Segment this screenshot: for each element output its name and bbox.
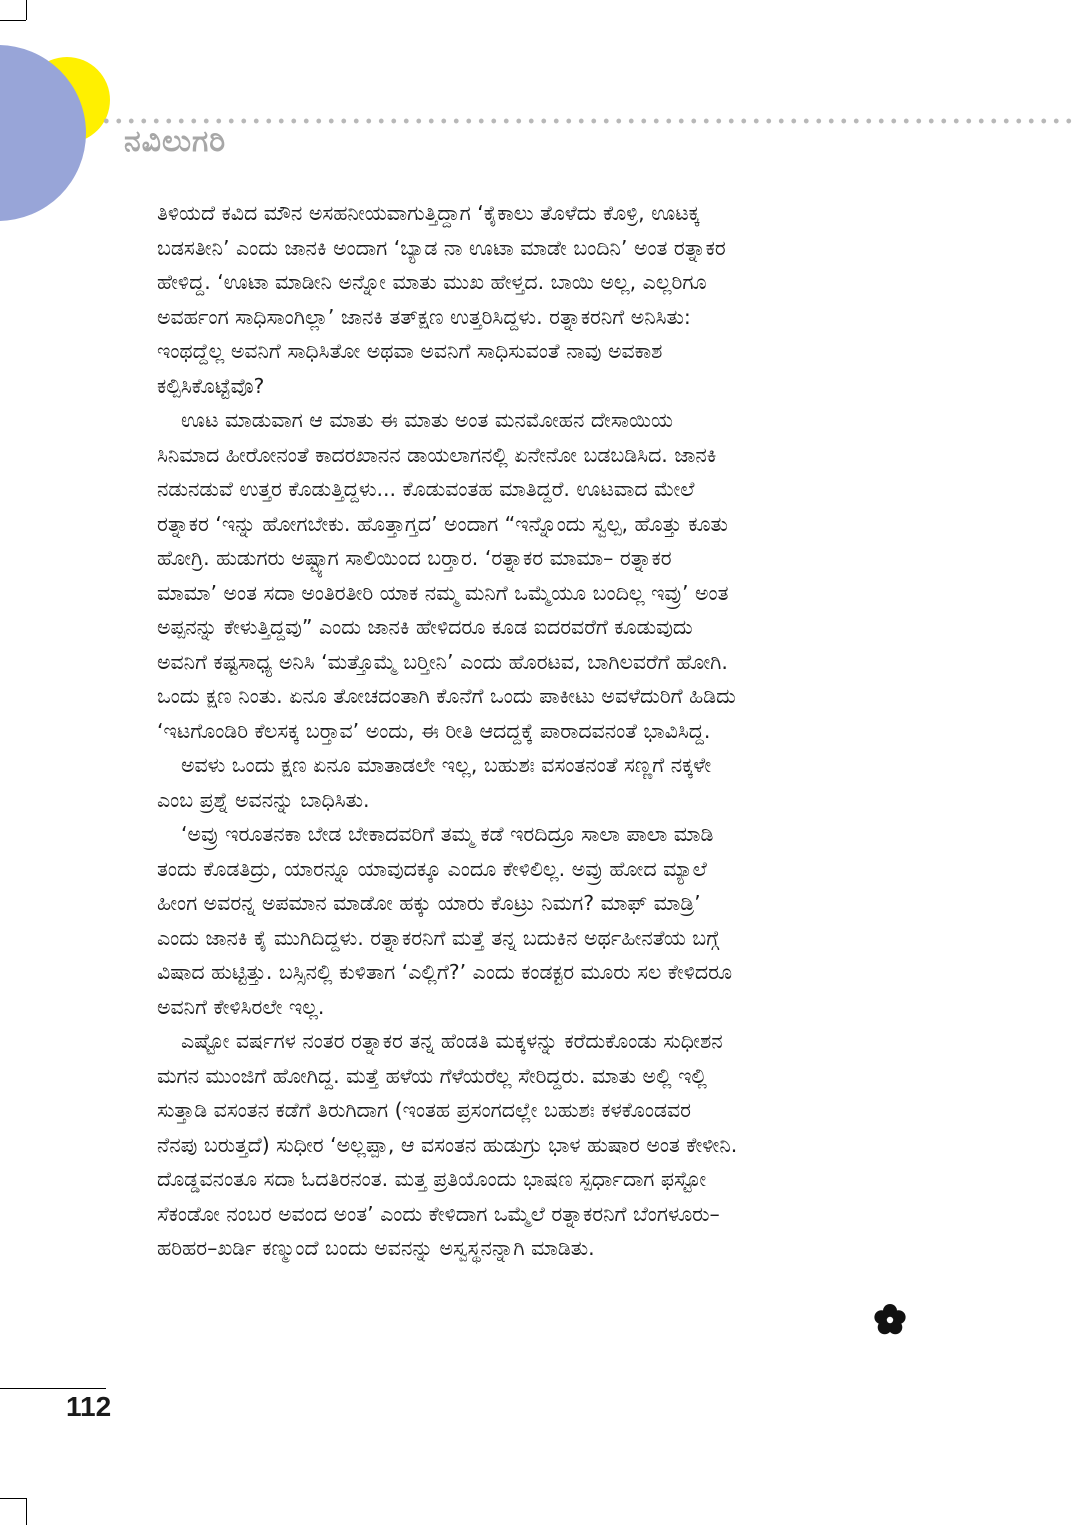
crop-mark-bottom-vertical bbox=[26, 1498, 27, 1525]
text-line: ಅವನಿಗೆ ಕೇಳಿಸಿರಲೇ ಇಲ್ಲ. bbox=[157, 994, 325, 1019]
text-line: ಎಂಬ ಪ್ರಶ್ನೆ ಅವನನ್ನು ಬಾಧಿಸಿತು. bbox=[157, 787, 370, 812]
text-line: ಕಲ್ಪಿಸಿಕೊಟ್ಟೆವೊ? bbox=[157, 373, 265, 398]
text-line: ಎಷ್ಟೋ ವರ್ಷಗಳ ನಂತರ ರತ್ನಾಕರ ತನ್ನ ಹೆಂಡತಿ ಮಕ್ಕಳನ್ನು ಕರೆದುಕೊಂಡು ಸುಧೀಶನ bbox=[181, 1029, 723, 1053]
text-line: ತಂದು ಕೊಡತಿದ್ರು, ಯಾರನ್ನೂ ಯಾವುದಕ್ಕೂ ಎಂದೂ ಕೇಳಿಲಿಲ್ಲ. ಅವ್ರು ಹೋದ ಮ್ಯಾಲೆ bbox=[157, 856, 707, 881]
text-line: ವಿಷಾದ ಹುಟ್ಟಿತ್ತು. ಬಸ್ಸಿನಲ್ಲಿ ಕುಳಿತಾಗ ‘ಎಲ್ಲಿಗೆ?’ ಎಂದು ಕಂಡಕ್ಟರ ಮೂರು ಸಲ ಕೇಳಿದರೂ bbox=[157, 960, 733, 984]
body-text bbox=[157, 196, 909, 1266]
text-line: ಮಗನ ಮುಂಜಿಗೆ ಹೋಗಿದ್ದ. ಮತ್ತೆ ಹಳೆಯ ಗೆಳೆಯರೆಲ್ಲ ಸೇರಿದ್ದರು. ಮಾತು ಅಲ್ಲಿ ಇಲ್ಲಿ bbox=[157, 1063, 707, 1088]
blue-circle bbox=[0, 45, 86, 221]
text-line: ಹೇಳಿದ್ದ. ‘ಊಟಾ ಮಾಡೀನಿ ಅನ್ನೋ ಮಾತು ಮುಖ ಹೇಳ್ತದ. ಬಾಯಿ ಅಲ್ಲ, ಎಲ್ಲರಿಗೂ bbox=[157, 270, 707, 294]
text-line: ತಿಳಿಯದೆ ಕವಿದ ಮೌನ ಅಸಹನೀಯವಾಗುತ್ತಿದ್ದಾಗ ‘ಕೈಕಾಲು ತೊಳೆದು ಕೊಳ್ರಿ, ಊಟಕ್ಕ bbox=[157, 201, 700, 225]
text-line: ನೆನಪು ಬರುತ್ತದೆ) ಸುಧೀರ ‘ಅಲ್ಲಪ್ಪಾ, ಆ ವಸಂತನ ಹುಡುಗ್ರು ಭಾಳ ಹುಷಾರ ಅಂತ ಕೇಳೀನಿ. bbox=[157, 1132, 738, 1157]
crop-mark-top-vertical bbox=[26, 0, 27, 20]
page-number-rule bbox=[0, 1388, 106, 1389]
text-line: ರತ್ನಾಕರ ‘ಇನ್ನು ಹೋಗಬೇಕು. ಹೊತ್ತಾಗ್ತದ’ ಅಂದಾಗ “ಇನ್ನೊಂದು ಸ್ವಲ್ಪ, ಹೊತ್ತು ಕೂತು bbox=[157, 511, 728, 536]
text-line: ಇಂಥದ್ದೆಲ್ಲ ಅವನಿಗೆ ಸಾಧಿಸಿತೋ ಅಥವಾ ಅವನಿಗೆ ಸಾಧಿಸುವಂತೆ ನಾವು ಅವಕಾಶ bbox=[157, 339, 663, 363]
text-line: ಒಂದು ಕ್ಷಣ ನಿಂತು. ಏನೂ ತೋಚದಂತಾಗಿ ಕೊನೆಗೆ ಒಂದು ಪಾಕೀಟು ಅವಳೆದುರಿಗೆ ಹಿಡಿದು bbox=[157, 684, 736, 708]
paragraph bbox=[157, 1024, 909, 1266]
header-dotted-rule bbox=[100, 118, 1072, 124]
text-line: ಸಿನಿಮಾದ ಹೀರೋನಂತೆ ಕಾದರಖಾನನ ಡಾಯಲಾಗನಲ್ಲಿ ಏನೇನೋ ಬಡಬಡಿಸಿದ. ಜಾನಕಿ bbox=[157, 442, 717, 467]
crop-mark-bottom-horizontal bbox=[0, 1498, 26, 1499]
text-line: ಅವರ್ಹಂಗ ಸಾಧಿಸಾಂಗಿಲ್ಲಾ’ ಜಾನಕಿ ತತ್‌ಕ್ಷಣ ಉತ್ತರಿಸಿದ್ದಳು. ರತ್ನಾಕರನಿಗೆ ಅನಿಸಿತು: bbox=[157, 304, 691, 329]
text-line: ಅಪ್ಪನನ್ನು ಕೇಳುತ್ತಿದ್ದವು” ಎಂದು ಜಾನಕಿ ಹೇಳಿದರೂ ಕೂಡ ಐದರವರೆಗೆ ಕೂಡುವುದು bbox=[157, 615, 693, 639]
page-number: 112 bbox=[66, 1391, 112, 1422]
paragraph bbox=[157, 196, 909, 403]
crop-mark-top-horizontal bbox=[0, 20, 26, 21]
text-line: ಮಾಮಾ’ ಅಂತ ಸದಾ ಅಂತಿರತೀರಿ ಯಾಕ ನಮ್ಮ ಮನಿಗೆ ಒಮ್ಮೆಯೂ ಬಂದಿಲ್ಲ ಇವ್ರು’ ಅಂತ bbox=[157, 580, 729, 605]
text-line: ದೊಡ್ಡವನಂತೂ ಸದಾ ಓದತಿರನಂತ. ಮತ್ತ ಪ್ರತಿಯೊಂದು ಭಾಷಣ ಸ್ಪರ್ಧಾದಾಗ ಫಸ್ಟೋ bbox=[157, 1167, 707, 1191]
text-line: ಅವಳು ಒಂದು ಕ್ಷಣ ಏನೂ ಮಾತಾಡಲೇ ಇಲ್ಲ, ಬಹುಶಃ ವಸಂತನಂತೆ ಸಣ್ಣಗೆ ನಕ್ಕಳೇ bbox=[181, 753, 712, 777]
text-line: ‘ಇಟಗೊಂಡಿರಿ ಕೆಲಸಕ್ಕ ಬರ್‍ತಾವ’ ಅಂದು, ಈ ರೀತಿ ಆದದ್ದಕ್ಕೆ ಪಾರಾದವನಂತೆ ಭಾವಿಸಿದ್ದ. bbox=[157, 718, 711, 743]
text-line: ನಡುನಡುವೆ ಉತ್ತರ ಕೊಡುತ್ತಿದ್ದಳು... ಕೊಡುವಂತಹ ಮಾತಿದ್ದರೆ. ಊಟವಾದ ಮೇಲೆ bbox=[157, 477, 695, 501]
text-line: ಊಟ ಮಾಡುವಾಗ ಆ ಮಾತು ಈ ಮಾತು ಅಂತ ಮನಮೋಹನ ದೇಸಾಯಿಯ bbox=[181, 408, 673, 432]
text-line: ಹೋಗ್ರಿ. ಹುಡುಗರು ಅಷ್ಟ್ಯಾಗ ಸಾಲಿಯಿಂದ ಬರ್‍ತಾರ. ‘ರತ್ನಾಕರ ಮಾಮಾ– ರತ್ನಾಕರ bbox=[157, 546, 672, 570]
flower-icon bbox=[872, 1302, 908, 1338]
text-line: ಸೆಕಂಡೋ ನಂಬರ ಅವಂದ ಅಂತ’ ಎಂದು ಕೇಳಿದಾಗ ಒಮ್ಮೆಲೆ ರತ್ನಾಕರನಿಗೆ ಬೆಂಗಳೂರು– bbox=[157, 1201, 720, 1226]
text-line: ಬಡಸತೀನಿ’ ಎಂದು ಜಾನಕಿ ಅಂದಾಗ ‘ಬ್ಯಾಡ ನಾ ಊಟಾ ಮಾಡೇ ಬಂದಿನಿ’ ಅಂತ ರತ್ನಾಕರ bbox=[157, 235, 726, 260]
paragraph bbox=[157, 817, 909, 1024]
yellow-circle bbox=[24, 57, 110, 143]
paragraph bbox=[157, 403, 909, 748]
header-circles-decoration bbox=[0, 40, 130, 255]
paragraph bbox=[157, 748, 909, 817]
text-line: ಹೀಂಗ ಅವರನ್ನ ಅಪಮಾನ ಮಾಡೋ ಹಕ್ಕು ಯಾರು ಕೊಟ್ರು ನಿಮಗ? ಮಾಫ್ ಮಾಡ್ರಿ’ bbox=[157, 891, 701, 915]
text-line: ಸುತ್ತಾಡಿ ವಸಂತನ ಕಡೆಗೆ ತಿರುಗಿದಾಗ (ಇಂತಹ ಪ್ರಸಂಗದಲ್ಲೇ ಬಹುಶಃ ಕಳಕೊಂಡವರ bbox=[157, 1098, 692, 1122]
text-line: ಅವನಿಗೆ ಕಷ್ಟಸಾಧ್ಯ ಅನಿಸಿ ‘ಮತ್ತೊಮ್ಮೆ ಬರ್‍ತೀನಿ’ ಎಂದು ಹೊರಟವ, ಬಾಗಿಲವರೆಗೆ ಹೋಗಿ. bbox=[157, 649, 728, 674]
text-line: ಎಂದು ಜಾನಕಿ ಕೈ ಮುಗಿದಿದ್ದಳು. ರತ್ನಾಕರನಿಗೆ ಮತ್ತೆ ತನ್ನ ಬದುಕಿನ ಅರ್ಥಹೀನತೆಯ ಬಗ್ಗೆ bbox=[157, 925, 720, 950]
running-title: ನವಿಲುಗರಿ bbox=[124, 124, 227, 159]
text-line: ‘ಅವ್ರು ಇರೂತನಕಾ ಬೇಡ ಬೇಕಾದವರಿಗೆ ತಮ್ಮ ಕಡೆ ಇರದಿದ್ರೂ ಸಾಲಾ ಪಾಲಾ ಮಾಡಿ bbox=[181, 822, 714, 846]
text-line: ಹರಿಹರ–ಖರ್ಡಿ ಕಣ್ಮುಂದೆ ಬಂದು ಅವನನ್ನು ಅಸ್ವಸ್ಥನನ್ನಾಗಿ ಮಾಡಿತು. bbox=[157, 1236, 595, 1260]
